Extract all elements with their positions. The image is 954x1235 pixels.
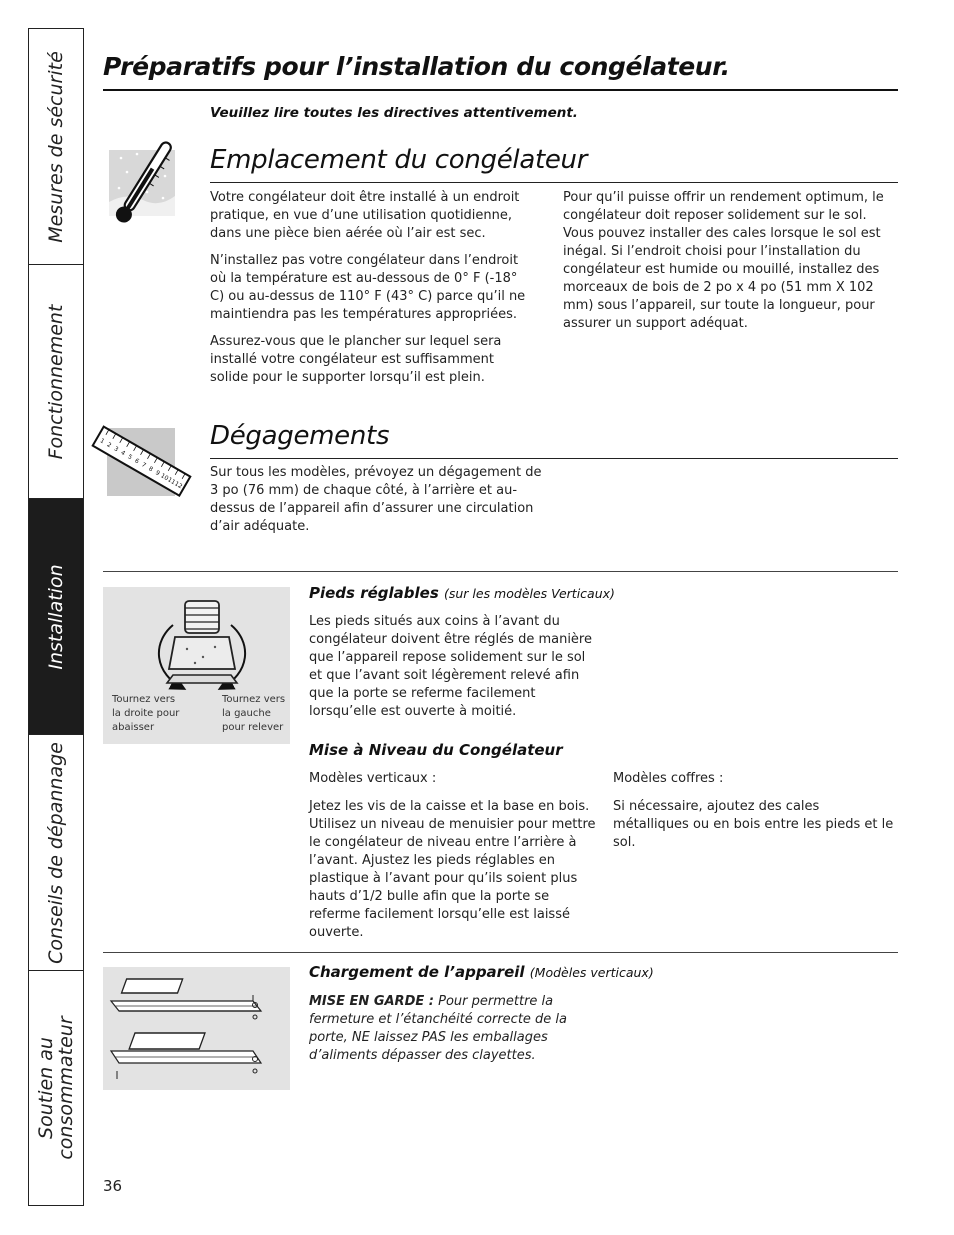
caution-paragraph [309, 993, 595, 1065]
caption-turn-right: Tournez vers la droite pour abaisser [112, 694, 180, 733]
tab-fonctionnement[interactable] [29, 265, 83, 499]
emplacement-paragraph-right: Pour qu’il puisse offrir un rendement optimum, le congélateur doit reposer solidement sur le sol. Vous pouvez installer des cales lorsque le sol est inégal. Si l’endroit choisi pour l’installation du congélateur est humide ou mouillé, installez des morceaux de bois de 2 po x 4 po (51 mm X 102 mm) sous l’appareil, sur toute la longueur, pour assurer un support adéquat. [563, 190, 884, 331]
caution-text: Pour permettre la fermeture et l’étanchéité correcte de la porte, NE laissez PAS les emballages d’aliments dépasser des clayettes. [309, 994, 568, 1063]
section-title-degagements: Dégagements [210, 421, 390, 451]
vertical-models-label: Modèles verticaux : [309, 771, 437, 786]
emplacement-paragraph: Assurez-vous que le plancher sur lequel sera installé votre congélateur est suffisamment solide pour le supporter lorsqu’il est plein. [210, 334, 502, 385]
subsection-title-mise-a-niveau: Mise à Niveau du Congélateur [309, 741, 563, 759]
shelf-loading-illustration [103, 967, 290, 1090]
page-title: Préparatifs pour l’installation du congélateur. [103, 52, 730, 81]
ruler-number: 1 [98, 437, 106, 446]
section-tabs [28, 28, 84, 1206]
section-title-emplacement: Emplacement du congélateur [210, 145, 588, 175]
leveling-leg-icon [103, 587, 290, 695]
emplacement-paragraph: N’installez pas votre congélateur dans l’endroit où la température est au-dessous de 0° F (-18° C) ou au-dessus de 110° F (43° C) parce qu’il ne maintiendra pas les températures appropriées. [210, 253, 526, 322]
ruler-number: 12 [173, 480, 184, 491]
subsection-title-text: Chargement de l’appareil [309, 963, 525, 981]
tab-label-line2: consommateur [55, 1016, 77, 1160]
tab-installation[interactable] [29, 499, 83, 735]
chest-models-label: Modèles coffres : [613, 771, 724, 786]
ruler-number: 11 [166, 476, 177, 487]
caution-label: MISE EN GARDE : [309, 994, 434, 1009]
tab-label: Fonctionnement [45, 304, 67, 459]
shelf-icon [103, 967, 290, 1090]
page-number: 36 [103, 1177, 123, 1195]
subsection-title-note: (Modèles verticaux) [529, 965, 654, 980]
ruler-number: 7 [140, 461, 148, 470]
thermometer-icon [107, 136, 179, 232]
ruler-number: 4 [119, 449, 127, 458]
title-divider [103, 89, 898, 91]
section-divider [103, 571, 898, 572]
tab-conseils-de-depannage[interactable] [29, 735, 83, 971]
tab-label [36, 1016, 76, 1159]
tab-label-line1: Soutien au [35, 1037, 57, 1139]
degagements-paragraph: Sur tous les modèles, prévoyez un dégagement de 3 po (76 mm) de chaque côté, à l’arrière et au-dessus de l’appareil afin d’assurer une circulation d’air adéquate. [210, 465, 542, 534]
ruler-number: 3 [112, 445, 120, 454]
tab-soutien-au-consommateur[interactable] [29, 971, 83, 1205]
tab-mesures-de-securite[interactable] [29, 29, 83, 265]
adjustable-leg-illustration [103, 587, 290, 744]
ruler-number: 5 [126, 453, 134, 462]
ruler-number: 8 [147, 465, 155, 474]
ruler-number: 10 [159, 472, 170, 483]
ruler-number: 9 [154, 469, 161, 478]
subsection-title-chargement [309, 963, 654, 981]
tab-label: Installation [45, 563, 67, 670]
ruler-number: 6 [133, 457, 141, 466]
vertical-models-text: Jetez les vis de la caisse et la base en bois. Utilisez un niveau de menuisier pour mettre le congélateur de niveau entre l’arrière à l’avant. Ajustez les pieds réglables en plastique à l’avant pour qu’ils soient plus hauts d’1/2 bulle afin que la porte se referme facilement lorsqu’elle est laissé ouverte. [309, 799, 596, 940]
tab-label: Conseils de dépannage [45, 741, 67, 964]
ruler-icon [89, 420, 199, 506]
subsection-title-note: (sur les modèles Verticaux) [443, 586, 615, 601]
caption-turn-left: Tournez vers la gauche pour relever [222, 694, 286, 733]
intro-instruction: Veuillez lire toutes les directives attentivement. [210, 105, 578, 121]
tab-label: Mesures de sécurité [45, 50, 67, 243]
emplacement-paragraph: Votre congélateur doit être installé à un endroit pratique, en vue d’une utilisation quotidienne, dans une pièce bien aérée où l’air est sec. [210, 190, 520, 241]
subsection-title-text: Pieds réglables [309, 584, 439, 602]
chest-models-text: Si nécessaire, ajoutez des cales métalliques ou en bois entre les pieds et le sol. [613, 799, 894, 850]
section-divider [210, 182, 898, 183]
subsection-title-pieds [309, 584, 615, 602]
pieds-paragraph: Les pieds situés aux coins à l’avant du congélateur doivent être réglés de manière que l’appareil repose solidement sur le sol et que l’avant soit légèrement relevé afin que la porte se referme facilement lorsqu’elle est ouverte à moitié. [309, 614, 592, 719]
section-divider [103, 952, 898, 953]
section-divider [210, 458, 898, 459]
ruler-number: 2 [105, 441, 113, 450]
